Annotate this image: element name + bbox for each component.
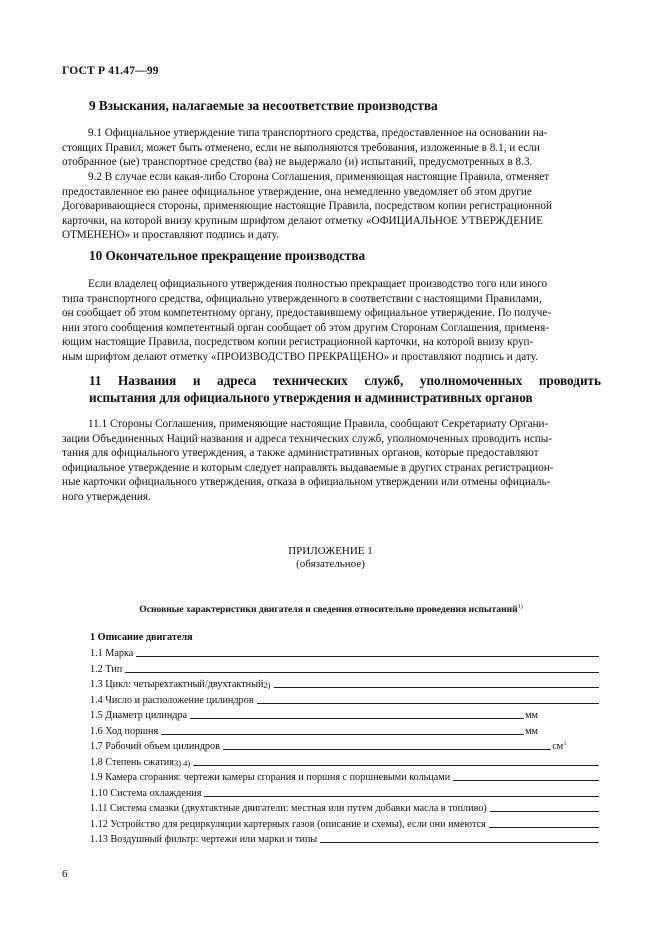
blank-fill-line[interactable] xyxy=(190,709,524,719)
group-engine-description: 1 Описание двигателя xyxy=(90,632,193,643)
text-line: ющим настоящие Правила, посредством копии регистрационной карточки, на которой внизу круп- xyxy=(62,336,534,349)
section-11-title-line-2: испытания для официального утверждения и административных органов xyxy=(89,390,533,405)
field-label: 1.3 Цикл: четырехтактный/двухтактный xyxy=(90,679,264,690)
section-11-title-line-1: 11 Названия и адреса технических служб, уполномоченных проводить xyxy=(89,373,601,388)
footnote-mark: 2) xyxy=(263,680,271,690)
form-title xyxy=(62,604,600,615)
blank-fill-line[interactable] xyxy=(193,756,599,766)
paragraph-11-1 xyxy=(62,417,600,505)
blank-fill-line[interactable] xyxy=(257,694,599,704)
blank-fill-line[interactable] xyxy=(274,678,600,688)
field-label: 1.1 Марка xyxy=(90,648,134,659)
text-line: стоящих Правил, может быть отменено, если не выполняются требования, изложенные в 8.1, и если xyxy=(62,141,540,154)
form-field-row xyxy=(90,645,600,659)
annex-subtitle: (обязательное) xyxy=(296,558,365,570)
field-label: 1.5 Диаметр цилиндра xyxy=(90,710,188,721)
section-9-title: 9 Взыскания, налагаемые за несоответствие производства xyxy=(89,98,438,113)
text-line: отобранное (ые) транспортное средство (ва) не выдержало (и) испытаний, предусмотренных в 8.3. xyxy=(62,156,533,169)
footnote-mark: 3) 4) xyxy=(173,757,191,768)
field-label: 1.13 Воздушный фильтр: чертежи или марки и типы xyxy=(90,834,318,845)
paragraph-10 xyxy=(62,277,600,365)
blank-fill-line[interactable] xyxy=(453,771,599,781)
standard-code: ГОСТ Р 41.47—99 xyxy=(62,65,159,77)
field-label: 1.4 Число и расположение цилиндров xyxy=(90,694,254,706)
form-field-row xyxy=(90,723,538,737)
paragraph-9-1 xyxy=(62,126,600,170)
field-unit xyxy=(525,726,538,737)
paragraph-9-2 xyxy=(62,170,600,243)
annex-title: ПРИЛОЖЕНИЕ 1 xyxy=(288,545,373,557)
form-field-row xyxy=(90,692,600,706)
field-unit-text: см xyxy=(552,741,564,752)
form-field-row xyxy=(90,661,600,675)
field-label: 1.11 Система смазки (двухтактные двигатели: местная или путем добавки масла в топливо) xyxy=(90,803,487,814)
form-field-row xyxy=(90,831,600,845)
form-title-text: Основные характеристики двигателя и сведения относительно проведения испытаний xyxy=(139,604,518,615)
form-field-row xyxy=(90,785,600,799)
form-field-row xyxy=(90,769,600,783)
text-line: карточки, на которой внизу крупным шрифтом делают отметку «ОФИЦИАЛЬНОЕ УТВЕРЖДЕНИЕ xyxy=(62,214,544,227)
field-unit xyxy=(552,741,566,752)
form-field-row xyxy=(90,707,538,721)
text-line: предоставленное ею ранее официальное утверждение, она немедленно уведомляет об этом другие xyxy=(62,185,532,198)
form-field-row xyxy=(90,676,600,690)
blank-fill-line[interactable] xyxy=(125,663,599,673)
blank-fill-line[interactable] xyxy=(489,818,599,828)
form-field-row xyxy=(90,816,600,830)
section-10-title: 10 Окончательное прекращение производства xyxy=(89,248,366,263)
field-unit xyxy=(525,710,538,721)
field-unit-text: мм xyxy=(525,725,538,737)
blank-fill-line[interactable] xyxy=(320,833,599,843)
text-line: Если владелец официального утверждения полностью прекращает производство того или иного xyxy=(88,278,548,290)
field-label: 1.8 Степень сжатия xyxy=(90,756,174,768)
footnote-mark: 1) xyxy=(517,604,523,610)
form-field-row xyxy=(90,754,600,768)
field-label: 1.12 Устройство для рециркуляции картерных газов (описание и схемы), если они имеются xyxy=(90,818,486,830)
field-label: 1.10 Система охлаждения xyxy=(90,787,202,799)
blank-fill-line[interactable] xyxy=(161,725,524,735)
field-label: 1.6 Ход поршня xyxy=(90,725,159,737)
page-number: 6 xyxy=(62,868,68,880)
text-line: тания для официального утверждения, а также административных органов, которые предоставляют xyxy=(62,447,539,460)
text-line: Договаривающиеся стороны, применяющие настоящие Правила, посредством копии регистрационной xyxy=(62,200,552,213)
blank-fill-line[interactable] xyxy=(223,740,551,750)
text-line: нии этого сообщения компетентный орган сообщает об этом другим Сторонам Соглашения, применя- xyxy=(62,321,549,334)
text-line: ные карточки официального утверждения, отказа в официальном утверждении или отмены официаль- xyxy=(62,476,551,489)
blank-fill-line[interactable] xyxy=(204,787,599,797)
text-line: 9.2 В случае если какая-либо Сторона Соглашения, применяющая настоящие Правила, отменяет xyxy=(88,171,550,183)
field-unit-text: мм xyxy=(525,710,538,721)
text-line: официальное утверждение и которым следует направлять выдаваемые в других странах регистрацион- xyxy=(62,461,554,474)
form-field-row xyxy=(90,738,566,752)
text-line: типа транспортного средства, официально утвержденного в соответствии с настоящими Правилами, xyxy=(62,292,542,305)
text-line: ОТМЕНЕНО» и проставляют подпись и дату. xyxy=(62,229,279,242)
text-line: ным шрифтом делают отметку «ПРОИЗВОДСТВО ПРЕКРАЩЕНО» и проставляют подпись и дату. xyxy=(62,350,538,363)
text-line: ного утверждения. xyxy=(62,490,151,503)
section-11-title xyxy=(89,372,601,406)
text-line: 9.1 Официальное утверждение типа транспортного средства, предоставленное на основании на- xyxy=(88,127,548,139)
unit-superscript: 3 xyxy=(563,741,566,747)
blank-fill-line[interactable] xyxy=(136,647,599,657)
blank-fill-line[interactable] xyxy=(490,802,599,812)
field-label: 1.2 Тип xyxy=(90,663,123,675)
text-line: он сообщает об этом компетентному органу, предоставившему официальное утверждение. По получе- xyxy=(62,307,552,320)
field-label: 1.7 Рабочий объем цилиндров xyxy=(90,741,220,752)
field-label: 1.9 Камера сгорания: чертежи камеры сгорания и поршня с поршневыми кольцами xyxy=(90,772,451,783)
text-line: зации Объединенных Наций названия и адреса технических служб, уполномоченных проводить испы- xyxy=(62,432,553,445)
form-field-row xyxy=(90,800,600,814)
text-line: 11.1 Стороны Соглашения, применяющие настоящие Правила, сообщают Секретариату Органи- xyxy=(88,418,549,430)
